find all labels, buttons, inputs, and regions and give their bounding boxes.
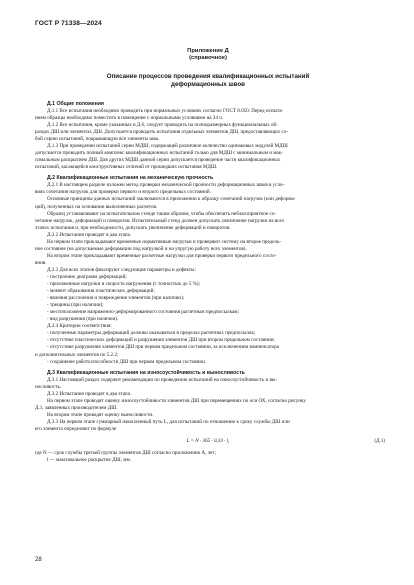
paragraph-line: - момент образования пластических деформаций; — [47, 288, 155, 295]
paragraph-line: Д.3.2 Испытания проводят в два этапа. — [47, 390, 132, 397]
paragraph-continuation-line: ций), полученных на основании выполненных расчетов. — [35, 203, 158, 210]
formula-expression: L = N · 365 · 0,33 · l, — [186, 438, 230, 445]
paragraph-line: - полученные параметры деформаций должны оказываться в пределах расчетных предпосылок; — [47, 330, 256, 337]
paragraph-line: Д.3.3 На первом этапе суммарный накопленный путь L, для испытаний по отношению к сроку службы ДШ или — [47, 418, 290, 425]
paragraph-line: Д.1.3 При проведении испытаний серии МДШ, содержащей различное количество одинаковых модулей МДШ — [47, 143, 288, 150]
document-code-header: ГОСТ Р 71338—2024 — [35, 20, 102, 27]
page-number: 28 — [35, 557, 42, 563]
paragraph-continuation-line: этапах испытания и, при необходимости, допускать увеличение деформаций и поворотов. — [35, 224, 231, 231]
section-heading: Д.1 Общие положения — [47, 100, 104, 107]
formula — [35, 438, 385, 445]
paragraph-line: - явления расслоения и повреждения элементов (при наличии); — [47, 295, 185, 302]
paragraph-line: Основные принципы данных испытаний заключаются в приложении к образцу сочетаний нагрузок (или деформа- — [47, 196, 296, 203]
paragraph-line: Д.3.1 Настоящий раздел содержит рекомендации по проведению испытаний на износоустойчивость и вы- — [47, 376, 278, 383]
paragraph-line: На втором этапе прикладывают временные расчетные нагрузки для проверки первого предельного состо- — [47, 252, 277, 259]
section-heading: Д.3 Квалификационные испытания на износоустойчивость и выносливость — [47, 369, 245, 376]
document-body — [35, 101, 381, 433]
paragraph-continuation-line: испытаний, касающейся конструктивных отличий от прошедших испытания МДШ. — [35, 164, 218, 171]
paragraph-line: Д.1.1 Все испытания необходимо проводить при нормальных условиях согласно ГОСТ 8.050. Перед испыта- — [47, 107, 284, 114]
paragraph-line: На первом этапе проводят оценку износоустойчивости элементов ДШ при перемещениях по оси ОХ, согласно рисунку — [47, 397, 306, 404]
paragraph-line: На втором этапе проводят оценку выносливости. — [47, 411, 154, 418]
paragraph-line: - местоположение напряженно-деформированного состояния расчетным предпосылкам; — [47, 309, 239, 316]
formula-explanation — [35, 450, 381, 464]
formula-variable-definition: l — максимальное раскрытие ДШ, мм. — [47, 457, 131, 464]
paragraph-continuation-line: бой серию испытаний, покрывающую все элементы шва. — [35, 136, 160, 143]
paragraph-line: Д.2.1 В настоящем разделе изложен метод проверки механической прочности деформационных швов в усло- — [47, 182, 285, 189]
paragraph-continuation-line: ное состояние (на допускаемые деформации под нагрузкой и на упругую работу всех элементов). — [35, 245, 247, 252]
paragraph-continuation-line: его элемента определяют по формуле — [35, 425, 117, 432]
paragraph-line: - отсутствие разрушения элементов ДШ при первом предельном состоянии, за исключением компенсатора — [47, 344, 280, 351]
paragraph-line: Д.2.4 Критерии соответствия: — [47, 323, 112, 330]
paragraph-continuation-line: допускается проводить полный комплекс квалификационных испытаний только для МДШ с минимальным и мак- — [35, 150, 283, 157]
section-heading: Д.2 Квалификационные испытания на механическую прочность — [47, 175, 214, 182]
paragraph-line: - отсутствие пластических деформаций и разрушения элементов ДШ при втором предельном состоянии; — [47, 337, 275, 344]
paragraph-continuation-line: яния. — [35, 259, 47, 266]
paragraph-line: На первом этапе прикладывают временные нормативные нагрузки и проверяют систему на второе предель- — [47, 238, 282, 245]
paragraph-line: Д.2.3 Для всех этапов фиксируют следующие параметры и дефекты: — [47, 266, 196, 273]
appendix-heading-line-1: Описание процессов проведения квалификационных испытаний — [106, 72, 310, 80]
formula-number: (Д.1) — [374, 438, 385, 445]
appendix-heading-line-2: деформационных швов — [171, 80, 245, 88]
paragraph-continuation-line: виях сочетания нагрузок для проверки первого и второго предельных состояний. — [35, 189, 211, 196]
paragraph-continuation-line: и дополнительных элементов по 5.2.2; — [35, 351, 119, 358]
paragraph-line: - построение диаграмм деформаций; — [47, 273, 127, 280]
paragraph-line: Д.1.2 Все испытания, кроме указанных в Д.6, следует проводить на полноразмерных функциональных об- — [47, 122, 278, 128]
appendix-heading — [35, 73, 381, 89]
paragraph-line: - приложенные нагрузки и скорость нагружения (с точностью до 5 %); — [47, 281, 201, 288]
paragraph-continuation-line: нием образцы необходимо поместить в помещение с нормальными условиями на 24 ч. — [35, 114, 224, 121]
paragraph-line: - сохранение работоспособности ДШ при первом предельном состоянии. — [47, 358, 207, 365]
paragraph-continuation-line: разцах ДШ или элементах ДШ. Допускается проводить испытания отдельных элементов ДШ, предоставляющих со- — [35, 129, 289, 136]
paragraph-continuation-line: четание нагрузок, деформаций и поворотов. Испытательный стенд должен допускать увеличение нагрузки на всех — [35, 217, 285, 224]
paragraph-line: - вид разрушения (при наличии). — [47, 316, 119, 323]
appendix-title: Приложение Д — [187, 48, 229, 55]
formula-variable-definition: где N — срок службы третьей группы элементов ДШ согласно приложению А, лет; — [35, 450, 217, 457]
paragraph-continuation-line: носливость. — [35, 383, 62, 390]
appendix-kind: (справочное) — [189, 55, 227, 62]
paragraph-continuation-line: Д.1, заявленных производителем ДШ. — [35, 404, 118, 411]
paragraph-line: Образец устанавливают на испытательном стенде таким образом, чтобы обеспечить неблагоприятное со- — [47, 210, 276, 217]
paragraph-continuation-line: симальным раскрытием ДШ. Для других МДШ данной серии допускается проведение части квалификационных — [35, 157, 281, 164]
paragraph-line: Д.2.2 Испытания проводят в два этапа. — [47, 231, 132, 238]
paragraph-line: - трещины (при наличии); — [47, 302, 104, 309]
